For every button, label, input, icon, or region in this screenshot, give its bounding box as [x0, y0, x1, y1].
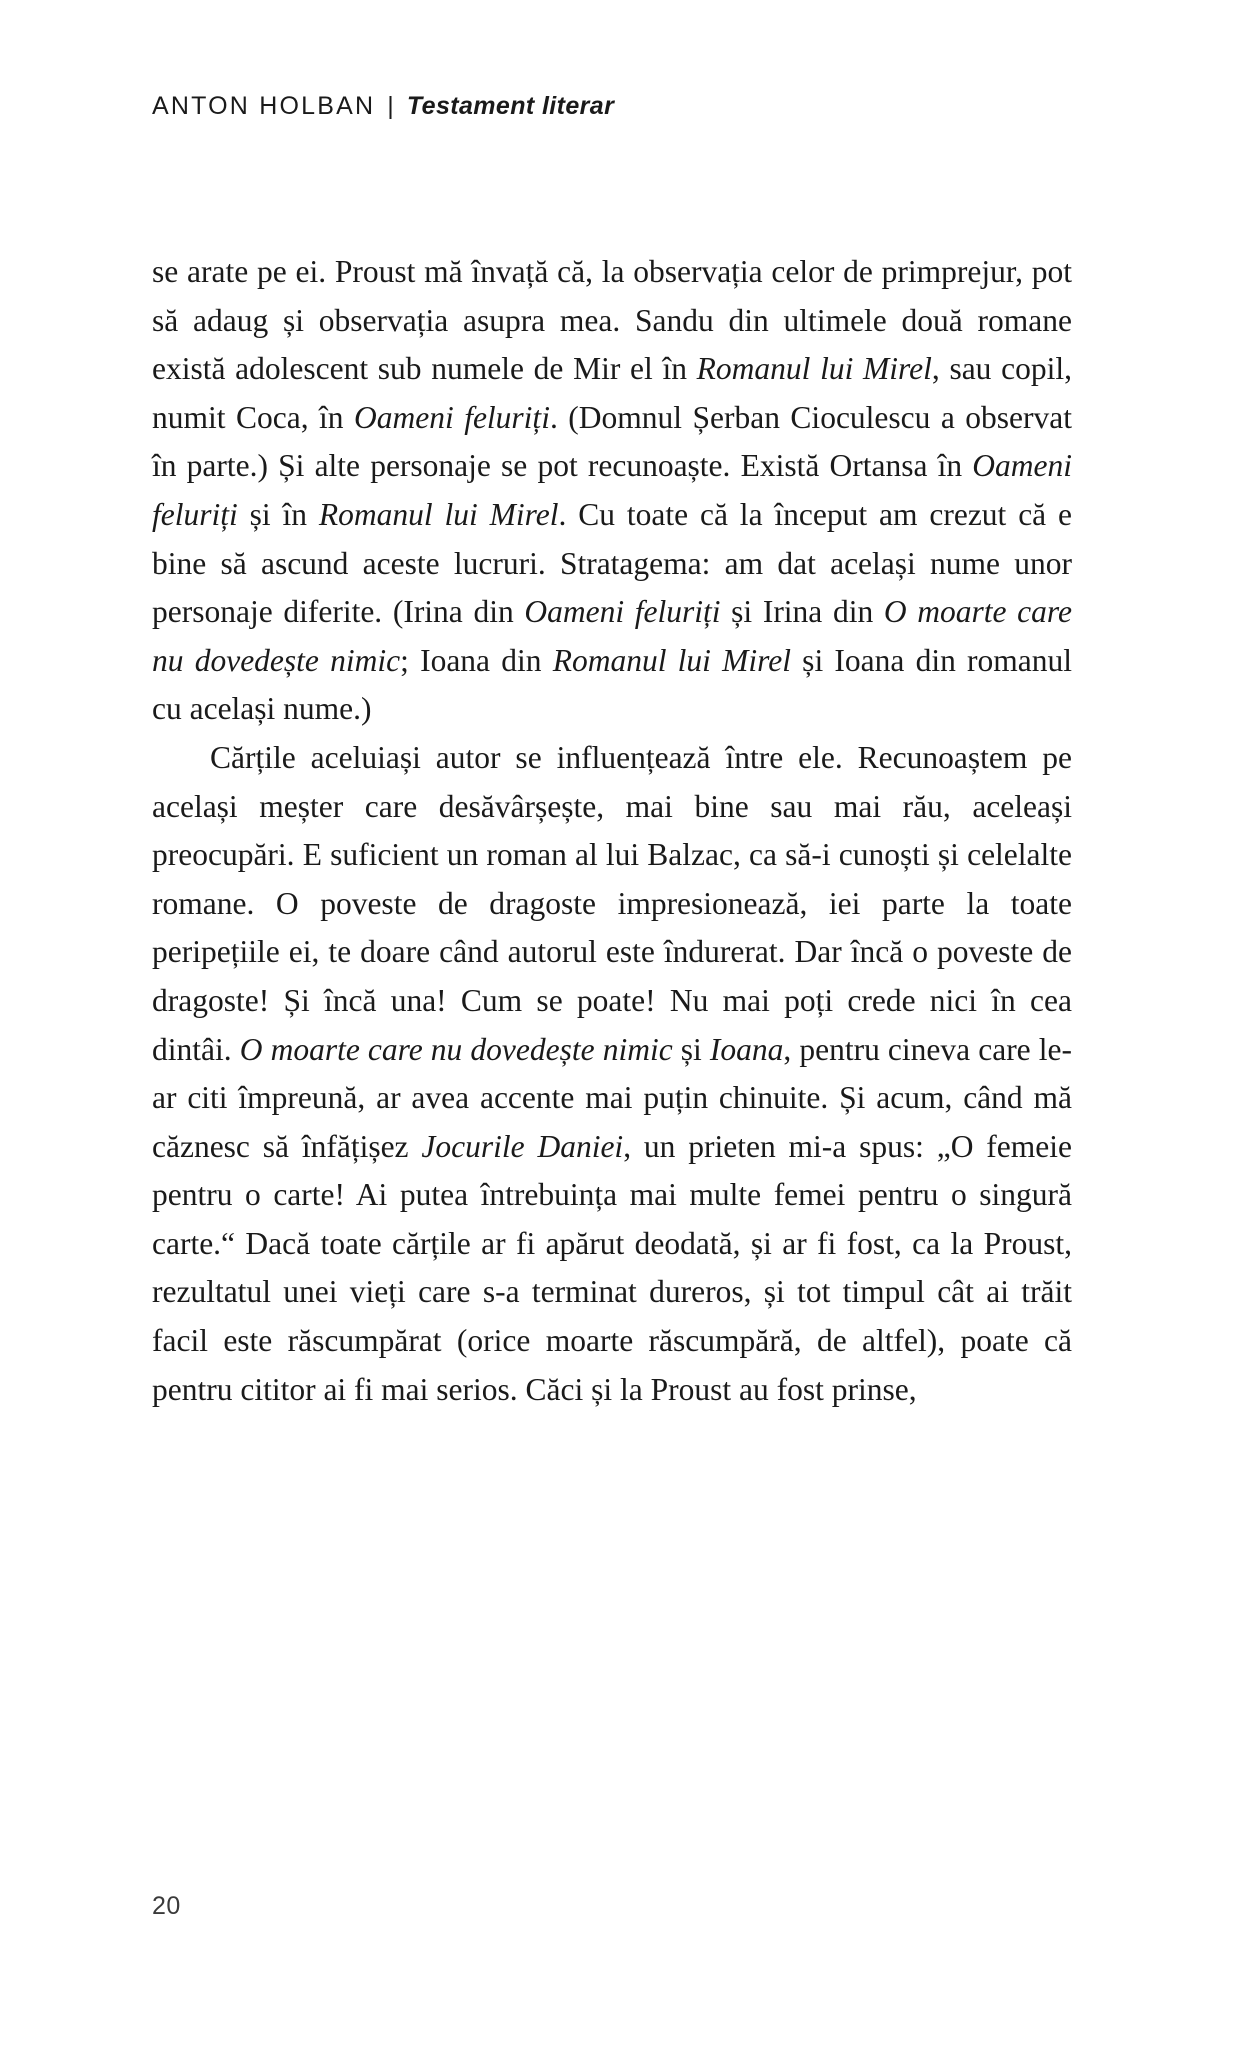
italic-title-run: O moarte care nu dovedește nimic — [239, 1031, 673, 1067]
text-run: și Ioana din romanul cu același nume.) — [152, 642, 1073, 727]
italic-title-run: Romanul lui Mirel — [552, 642, 791, 678]
text-run: , pentru cineva care le-ar citi împreună, ar avea accente mai puțin chinuite. Și acum, când mă căznesc să înfățișez — [152, 1031, 1072, 1164]
text-run: , un prieten mi-a spus: „O femeie pentru o carte! Ai putea întrebuința mai multe femei pentru o singură carte.“ Dacă toate cărțile ar fi apărut deodată, și ar fi fost, ca la Proust, rezultatul unei vieți care s-a terminat dureros, și tot timpul cât ai trăit facil este răscumpărat (orice moarte răscumpără, de altfel), poate că pentru cititor ai fi mai serios. Căci și la Proust au fost prinse, — [152, 1128, 1072, 1407]
italic-title-run: Romanul lui Mirel — [696, 351, 932, 387]
italic-title-run: Oameni feluriți — [354, 399, 550, 435]
page-number: 20 — [152, 1892, 181, 1920]
italic-title-run: Ioana — [709, 1031, 784, 1067]
paragraph — [152, 734, 1072, 1414]
running-head-work-title: Testament literar — [406, 92, 615, 120]
text-run: ; Ioana din — [400, 642, 553, 678]
text-run: și în — [237, 496, 319, 532]
text-run: Cărțile aceluiași autor se influențează între ele. Recunoaștem pe același meșter care desăvârșește, mai bine sau mai rău, aceleași preocupări. E suficient un roman al lui Balzac, ca să-i cunoști și celelalte romane. O poveste de dragoste impresionează, iei parte la toate peripețiile ei, te doare când autorul este îndurerat. Dar încă o poveste de dragoste! Și încă una! Cum se poate! Nu mai poți crede nici în cea dintâi. — [152, 739, 1072, 1067]
text-run: se arate pe ei. Proust mă învață că, la observația celor de primprejur, pot să adaug și observația asupra mea. Sandu din ultimele două romane există adolescent sub numele de Mir el în — [152, 254, 1072, 387]
text-run: . (Domnul Șerban Cioculescu a observat în parte.) Și alte personaje se pot recunoaște. Există Ortansa în — [152, 399, 1073, 484]
page-body-text — [152, 248, 1072, 1414]
italic-title-run: Romanul lui Mirel — [318, 496, 559, 532]
text-run: și — [672, 1031, 710, 1067]
italic-title-run: Jocurile Daniei — [421, 1128, 624, 1164]
running-head-separator: | — [387, 92, 395, 120]
running-head-author: ANTON HOLBAN — [152, 92, 376, 120]
running-head — [152, 92, 614, 121]
text-run: și Irina din — [720, 594, 884, 630]
text-run: , sau copil, numit Coca, în — [152, 351, 1072, 435]
text-run: . Cu toate că la început am crezut că e bine să ascund aceste lucruri. Stratagema: am dat același nume unor personaje diferite. (Irina din — [152, 496, 1073, 630]
italic-title-run: O moarte care nu dovedește nimic — [152, 594, 1072, 678]
italic-title-run: Oameni feluriți — [524, 594, 721, 630]
paragraph — [152, 248, 1072, 734]
italic-title-run: Oameni feluriți — [152, 448, 1072, 532]
